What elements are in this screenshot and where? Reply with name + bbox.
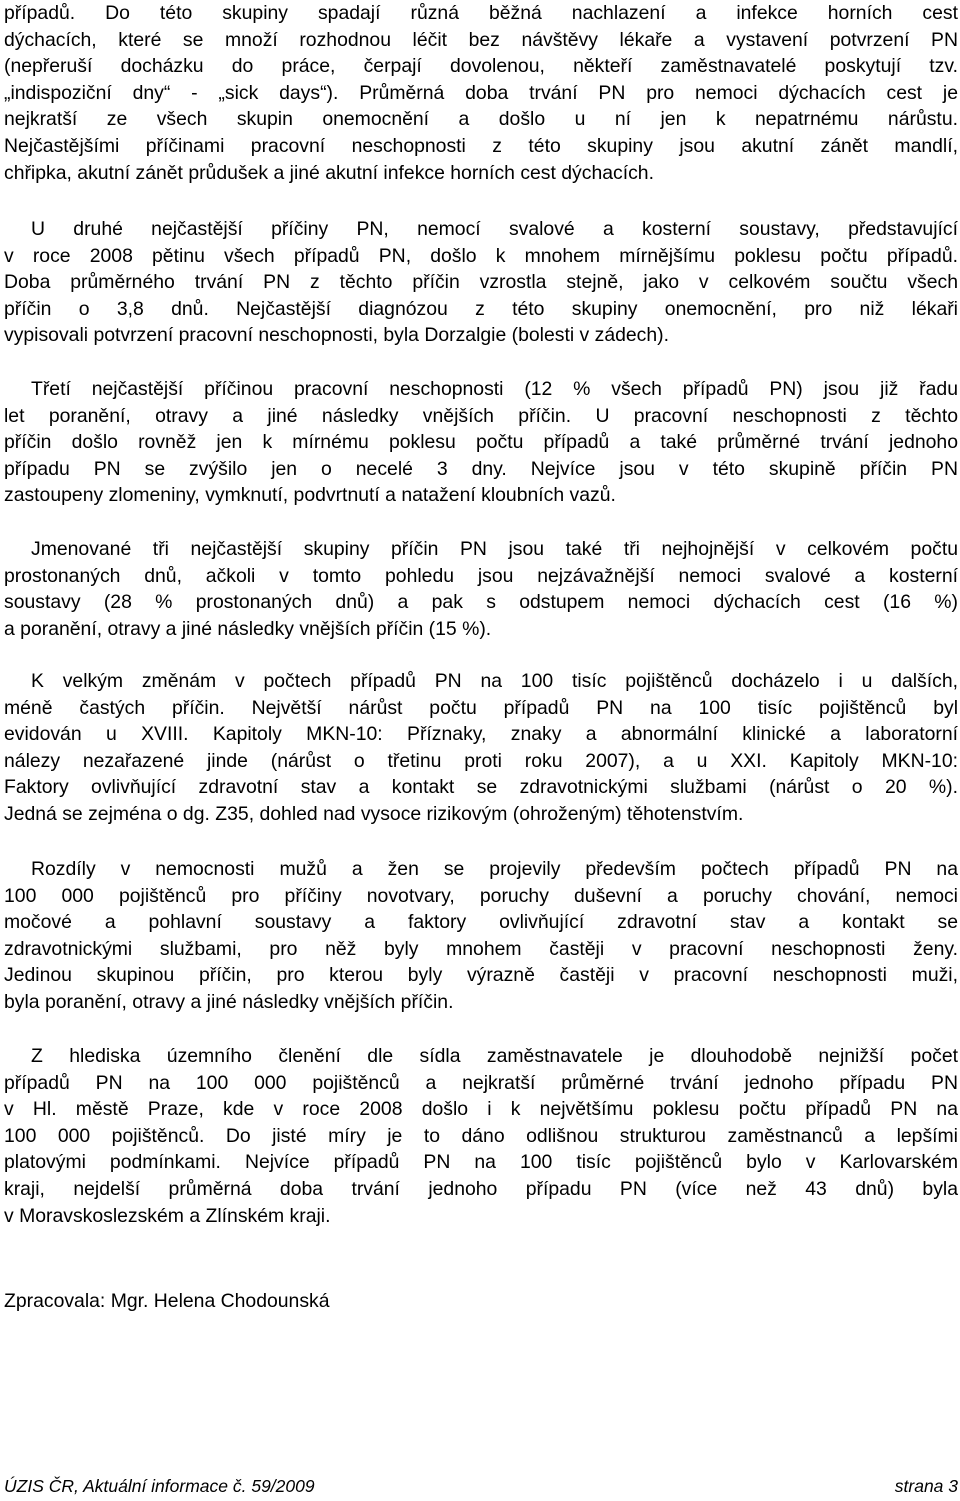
paragraph-sick-days [4,536,958,642]
text-line: zastoupeny zlomeniny, vymknutí, podvrtnutí a natažení kloubních vazů. [4,484,616,507]
text-line: příčin o 3,8 dnů. Nejčastější diagnózou z této skupiny onemocnění, pro niž lékaři [4,297,958,320]
text-line: Rozdíly v nemocnosti mužů a žen se projevily především počtech případů PN na [31,858,958,880]
paragraph-gender-differences [4,856,958,1016]
footer-publication: ÚZIS ČR, Aktuální informace č. 59/2009 [4,1476,315,1496]
text-line: případu PN se zvýšilo jen o necelé 3 dny. Nejvíce jsou v této skupině příčin PN [4,457,958,480]
text-line: 100 000 pojištěnců. Do jisté míry je to dáno odlišnou strukturou zaměstnanců a lepšími [4,1124,958,1147]
text-line: v roce 2008 pětinu všech případů PN, došlo k mnohem mírnějšímu poklesu počtu případů. [4,244,958,267]
text-line: méně častých příčin. Největší nárůst počtu případů PN na 100 tisíc pojištěnců byl [4,696,958,719]
text-line: soustavy (28 % prostonaných dnů) a pak s odstupem nemoci dýchacích cest (16 %) [4,591,958,614]
text-line: let poranění, otravy a jiné následky vnějších příčin. U pracovní neschopnosti z těchto [4,404,958,427]
text-line: Nejčastějšími příčinami pracovní neschopnosti z této skupiny jsou akutní zánět mandlí, [4,134,958,157]
text-line: K velkým změnám v počtech případů PN na 100 tisíc pojištěnců docházelo i u dalších, [31,670,958,692]
text-line: nálezy nezařazené jinde (nárůst o třetinu proti roku 2007), a u XXI. Kapitoly MKN-10: [4,749,958,772]
text-line: byla poranění, otravy a jiné následky vnějších příčin. [4,990,454,1013]
text-line: Faktory ovlivňující zdravotní stav a kontakt se zdravotnickými službami (nárůst o 20 %). [4,776,958,799]
author-signature: Zpracovala: Mgr. Helena Chodounská [4,1290,330,1312]
text-line: Jmenované tři nejčastější skupiny příčin PN jsou také tři nejhojnější v celkovém počtu [31,538,958,560]
text-line: kraji, nejdelší průměrná doba trvání jednoho případu PN (více než 43 dnů) byla [4,1177,958,1200]
text-line: Třetí nejčastější příčinou pracovní neschopnosti (12 % všech případů PN) jsou již řadu [31,378,958,400]
text-line: prostonaných dnů, ačkoli v tomto pohledu jsou nejzávažnější nemoci svalové a kosterní [4,564,958,587]
paragraph-musculoskeletal [4,216,958,349]
text-line: v Hl. městě Praze, kde v roce 2008 došlo i k největšímu poklesu počtu případů PN na [4,1098,958,1121]
text-line: platovými podmínkami. Nejvíce případů PN na 100 tisíc pojištěnců bylo v Karlovarském [4,1151,958,1174]
paragraph-injuries [4,376,958,509]
text-line: Jedná se zejména o dg. Z35, dohled nad vysoce rizikovým (ohroženým) těhotenstvím. [4,802,744,825]
text-line: a poranění, otravy a jiné následky vnějších příčin (15 %). [4,617,492,640]
paragraph-regional [4,1043,958,1229]
paragraph-changes [4,668,958,828]
text-line: Jedinou skupinou příčin, pro kterou byly výrazně častěji v pracovní neschopnosti muži, [4,964,958,987]
text-line: evidován u XVIII. Kapitoly MKN-10: Příznaky, znaky a abnormální klinické a laboratorní [4,723,958,746]
text-line: Doba průměrného trvání PN z těchto příčin vzrostla stejně, jako v celkovém součtu všech [4,271,958,294]
text-line: (nepřeruší docházku do práce, čerpají dovolenou, někteří zaměstnavatelé poskytují tzv. [4,55,958,78]
text-line: močové a pohlavní soustavy a faktory ovlivňující zdravotní stav a kontakt se [4,911,958,934]
document-page [4,0,958,1501]
text-line: zdravotnickými službami, pro něž byly mnohem častěji v pracovní neschopnosti ženy. [4,937,958,960]
paragraph-respiratory [4,0,958,186]
footer-page-number: strana 3 [894,1476,958,1496]
text-line: U druhé nejčastější příčiny PN, nemocí svalové a kosterní soustavy, představující [31,218,958,240]
text-line: příčin došlo rovněž jen k mírnému poklesu počtu případů a také průměrné trvání jednoho [4,431,958,454]
text-line: chřipka, akutní zánět průdušek a jiné akutní infekce horních cest dýchacích. [4,161,654,184]
text-line: 100 000 pojištěnců pro příčiny novotvary, poruchy duševní a poruchy chování, nemoci [4,884,958,907]
text-line: nejkratší ze všech skupin onemocnění a došlo u ní jen k nepatrnému nárůstu. [4,108,958,131]
text-line: případů PN na 100 000 pojištěnců a nejkratší průměrné trvání jednoho případu PN [4,1071,958,1094]
page-footer [4,1473,958,1499]
text-line: případů. Do této skupiny spadají různá běžná nachlazení a infekce horních cest [4,2,958,24]
text-line: v Moravskoslezském a Zlínském kraji. [4,1204,331,1227]
text-line: dýchacích, které se množí rozhodnou léčit bez návštěvy lékaře a vystavení potvrzení PN [4,28,958,51]
text-line: Z hlediska územního členění dle sídla zaměstnavatele je dlouhodobě nejnižší počet [31,1045,958,1067]
text-line: „indispoziční dny“ - „sick days“). Průměrná doba trvání PN pro nemoci dýchacích cest je [4,81,958,104]
text-line: vypisovali potvrzení pracovní neschopnosti, byla Dorzalgie (bolesti v zádech). [4,324,670,347]
